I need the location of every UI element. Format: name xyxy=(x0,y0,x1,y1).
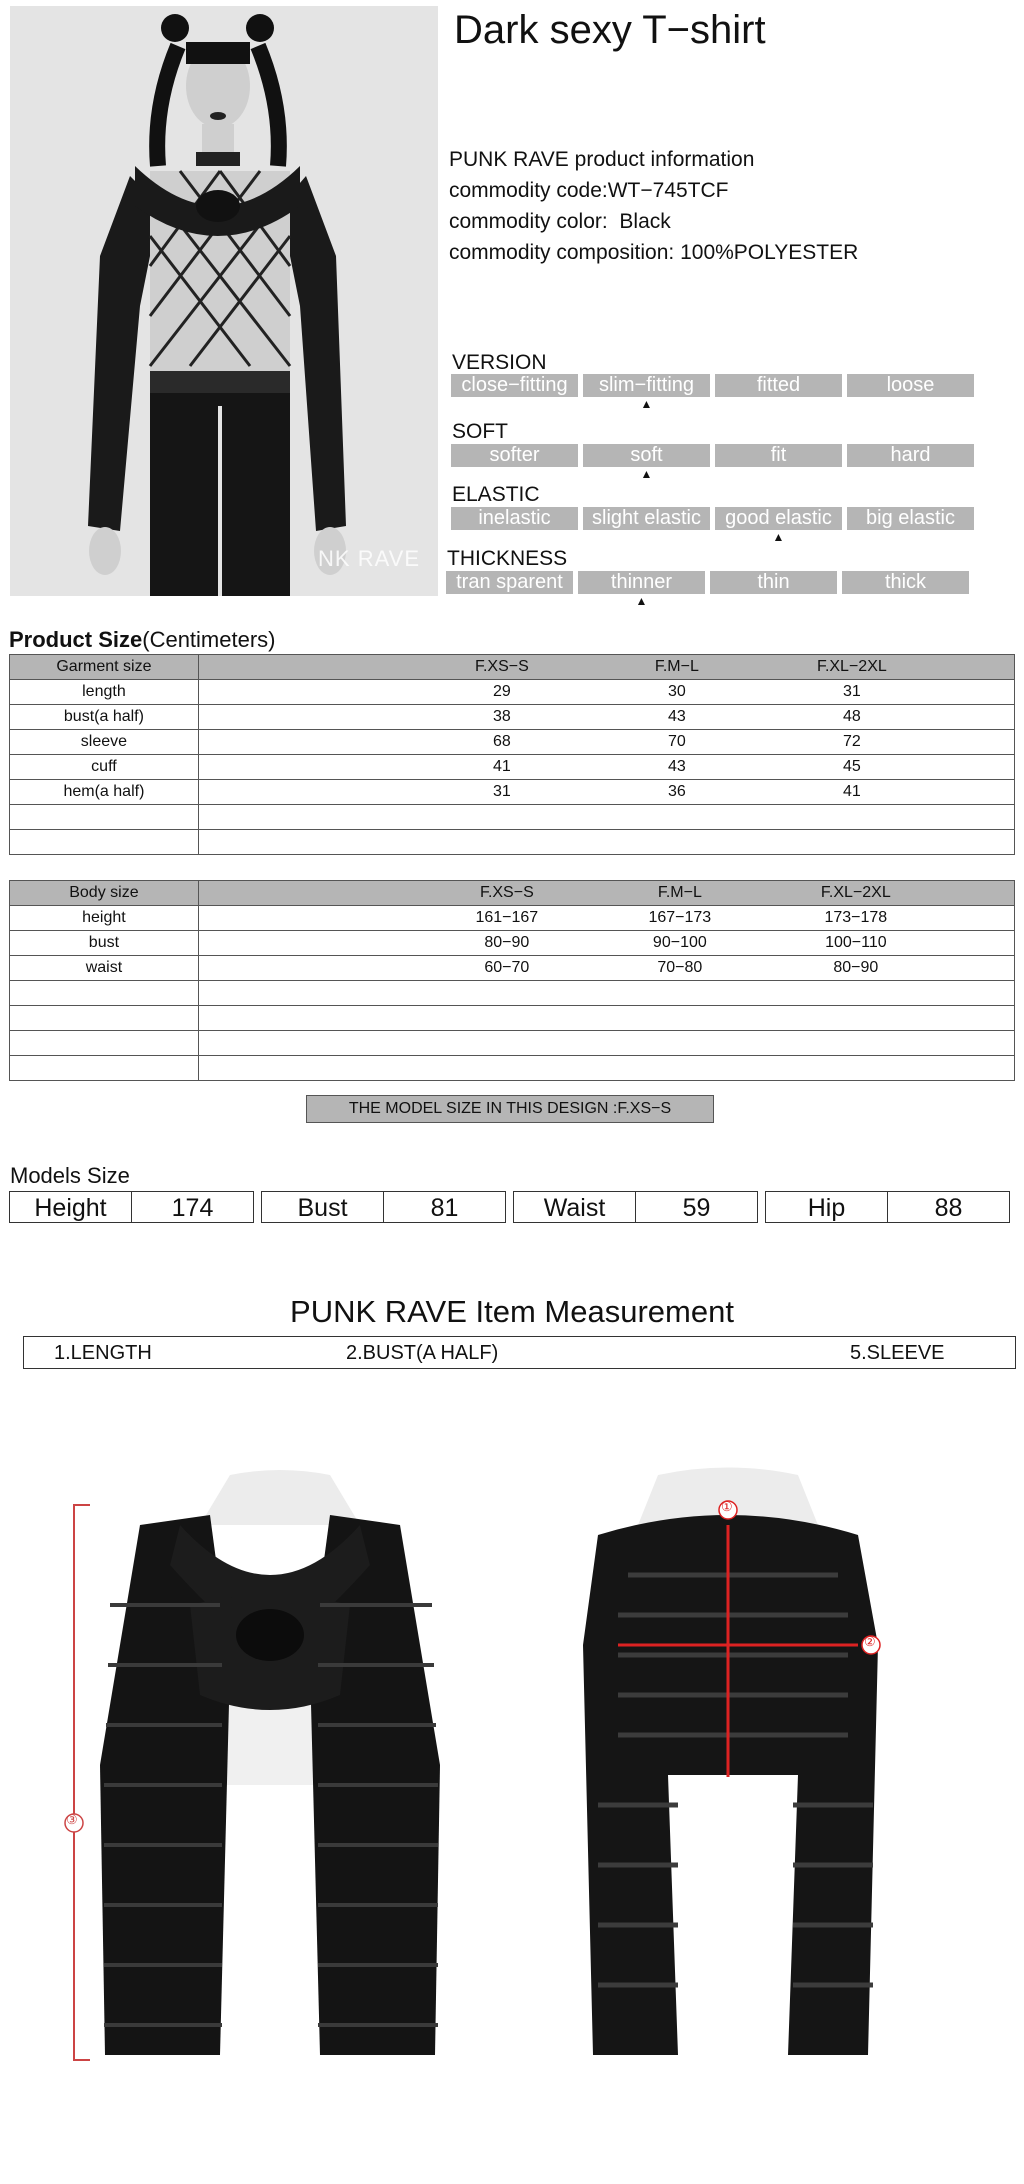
table-row xyxy=(10,906,1015,931)
table-cell: 80−90 xyxy=(833,959,879,976)
measurement-item: 2.BUST(A HALF) xyxy=(346,1342,499,1364)
scale-option: soft ▲ xyxy=(583,444,710,467)
table-row xyxy=(10,981,1015,1006)
table-row xyxy=(10,705,1015,730)
table-row xyxy=(10,730,1015,755)
scale-option: slim−fitting ▲ xyxy=(583,374,710,397)
table-cell: 31 xyxy=(842,683,861,700)
table-cell: F.XS−S xyxy=(474,658,529,675)
table-cell: sleeve xyxy=(10,730,199,755)
measurement-title: PUNK RAVE Item Measurement xyxy=(290,1294,734,1329)
table-header-row xyxy=(10,655,1015,680)
model-size-note: THE MODEL SIZE IN THIS DESIGN :F.XS−S xyxy=(306,1095,714,1123)
table-values xyxy=(198,881,1014,906)
table-cell xyxy=(10,830,199,855)
table-cell xyxy=(10,1006,199,1031)
table-cell xyxy=(10,1056,199,1081)
table-cell: 167−173 xyxy=(648,909,712,926)
composition-value: 100%POLYESTER xyxy=(680,241,859,264)
scale-option: thinner ▲ xyxy=(578,571,705,594)
composition-label: commodity composition: xyxy=(449,241,675,264)
table-cell xyxy=(10,981,199,1006)
table-values xyxy=(198,705,1014,730)
table-cell xyxy=(10,805,199,830)
model-value: 81 xyxy=(383,1192,505,1222)
table-values xyxy=(198,1006,1014,1031)
table-cell: 43 xyxy=(667,708,686,725)
scale-option: thin xyxy=(710,571,837,594)
info-code-row xyxy=(449,175,858,206)
table-cell: 100−110 xyxy=(825,934,887,951)
table-cell: Garment size xyxy=(10,655,199,680)
scale-option: fit xyxy=(715,444,842,467)
table-cell: F.XL−2XL xyxy=(816,658,887,675)
marker-sleeve: ③ xyxy=(66,1812,78,1827)
selected-marker: ▲ xyxy=(640,467,653,481)
product-title: Dark sexy T−shirt xyxy=(454,8,766,52)
table-cell: hem(a half) xyxy=(10,780,199,805)
table-row xyxy=(10,755,1015,780)
table-row xyxy=(10,931,1015,956)
model-label: Waist xyxy=(543,1194,606,1222)
scale-option: close−fitting xyxy=(451,374,578,397)
product-size-unit: (Centimeters) xyxy=(142,627,276,652)
scale-option: big elastic xyxy=(847,507,974,530)
table-cell: bust(a half) xyxy=(10,705,199,730)
scale-option: softer xyxy=(451,444,578,467)
watermark-text: NK RAVE xyxy=(318,546,420,571)
table-cell: Body size xyxy=(10,881,199,906)
scale-option: thick xyxy=(842,571,969,594)
garment-back-illustration xyxy=(538,1465,938,2065)
code-value: WT−745TCF xyxy=(607,179,729,202)
model-height xyxy=(9,1191,254,1223)
table-cell: 80−90 xyxy=(484,934,530,951)
info-color-row xyxy=(449,206,858,237)
model-label: Hip xyxy=(807,1194,846,1222)
table-values xyxy=(198,981,1014,1006)
elastic-label: ELASTIC xyxy=(452,483,540,506)
table-cell: F.XS−S xyxy=(479,884,534,901)
measurement-item: 5.SLEEVE xyxy=(850,1342,945,1364)
table-cell: 72 xyxy=(842,733,861,750)
models-size-title: Models Size xyxy=(10,1163,130,1188)
table-cell: 173−178 xyxy=(824,909,888,926)
info-composition-row xyxy=(449,237,858,268)
table-cell: 48 xyxy=(842,708,861,725)
table-cell: F.M−L xyxy=(654,658,699,675)
body-size-table xyxy=(9,880,1015,1081)
soft-label: SOFT xyxy=(452,420,508,443)
model-photo xyxy=(10,6,438,596)
table-row xyxy=(10,780,1015,805)
elastic-scale xyxy=(451,507,974,544)
table-cell: 70 xyxy=(667,733,686,750)
table-values xyxy=(198,1056,1014,1081)
table-values xyxy=(198,780,1014,805)
thickness-scale xyxy=(446,571,969,608)
table-cell: 36 xyxy=(667,783,686,800)
model-bust xyxy=(261,1191,506,1223)
table-cell: F.XL−2XL xyxy=(820,884,891,901)
product-info xyxy=(449,144,858,268)
table-cell: 41 xyxy=(842,783,861,800)
table-row xyxy=(10,1031,1015,1056)
model-value: 174 xyxy=(131,1192,253,1222)
table-cell: waist xyxy=(10,956,199,981)
model-illustration xyxy=(10,6,438,596)
model-label: Bust xyxy=(297,1194,348,1222)
thickness-label: THICKNESS xyxy=(447,547,568,570)
color-label: commodity color: xyxy=(449,210,608,233)
scale-option: good elastic ▲ xyxy=(715,507,842,530)
garment-front-image xyxy=(60,1465,480,2065)
table-cell: bust xyxy=(10,931,199,956)
table-cell: 41 xyxy=(492,758,511,775)
table-row xyxy=(10,805,1015,830)
table-values xyxy=(198,755,1014,780)
table-cell: length xyxy=(10,680,199,705)
table-cell xyxy=(10,1031,199,1056)
color-value: Black xyxy=(619,210,671,233)
table-cell: 70−80 xyxy=(657,959,703,976)
model-value: 88 xyxy=(887,1192,1009,1222)
table-values xyxy=(198,805,1014,830)
soft-scale xyxy=(451,444,974,481)
measurement-legend xyxy=(23,1336,1016,1369)
table-cell: F.M−L xyxy=(657,884,702,901)
table-values xyxy=(198,956,1014,981)
marker-bust: ② xyxy=(864,1634,876,1649)
table-cell: 38 xyxy=(492,708,511,725)
version-label: VERSION xyxy=(452,351,547,374)
table-values xyxy=(198,655,1014,680)
selected-marker: ▲ xyxy=(772,530,785,544)
product-size-heading: Product Size xyxy=(9,627,143,652)
code-label: commodity code: xyxy=(449,179,608,202)
table-cell: 30 xyxy=(667,683,686,700)
scale-option: fitted xyxy=(715,374,842,397)
table-row xyxy=(10,1056,1015,1081)
table-cell: 43 xyxy=(667,758,686,775)
table-header-row xyxy=(10,881,1015,906)
table-row xyxy=(10,830,1015,855)
table-cell: cuff xyxy=(10,755,199,780)
garment-back-image xyxy=(538,1465,938,2065)
table-cell: height xyxy=(10,906,199,931)
table-cell: 29 xyxy=(492,683,511,700)
table-values xyxy=(198,680,1014,705)
model-waist xyxy=(513,1191,758,1223)
scale-option: inelastic xyxy=(451,507,578,530)
scale-option: slight elastic xyxy=(583,507,710,530)
model-value: 59 xyxy=(635,1192,757,1222)
table-cell: 60−70 xyxy=(484,959,530,976)
product-size-table xyxy=(9,654,1015,855)
table-cell: 45 xyxy=(842,758,861,775)
scale-option: tran sparent xyxy=(446,571,573,594)
table-values xyxy=(198,730,1014,755)
table-row xyxy=(10,680,1015,705)
table-cell: 68 xyxy=(492,733,511,750)
scale-option: loose xyxy=(847,374,974,397)
table-cell: 161−167 xyxy=(475,909,539,926)
table-values xyxy=(198,931,1014,956)
table-row xyxy=(10,956,1015,981)
table-row xyxy=(10,1006,1015,1031)
garment-front-illustration xyxy=(60,1465,480,2065)
table-cell: 31 xyxy=(492,783,511,800)
model-label: Height xyxy=(34,1194,107,1222)
table-values xyxy=(198,906,1014,931)
measurement-item: 1.LENGTH xyxy=(54,1342,152,1364)
version-scale xyxy=(451,374,974,411)
product-size-title xyxy=(9,627,276,653)
marker-length: ① xyxy=(721,1499,733,1514)
table-values xyxy=(198,830,1014,855)
selected-marker: ▲ xyxy=(640,397,653,411)
info-heading: PUNK RAVE product information xyxy=(449,148,755,171)
table-cell: 90−100 xyxy=(652,934,707,951)
table-values xyxy=(198,1031,1014,1056)
models-size-row xyxy=(9,1191,1010,1223)
model-hip xyxy=(765,1191,1010,1223)
selected-marker: ▲ xyxy=(635,594,648,608)
scale-option: hard xyxy=(847,444,974,467)
